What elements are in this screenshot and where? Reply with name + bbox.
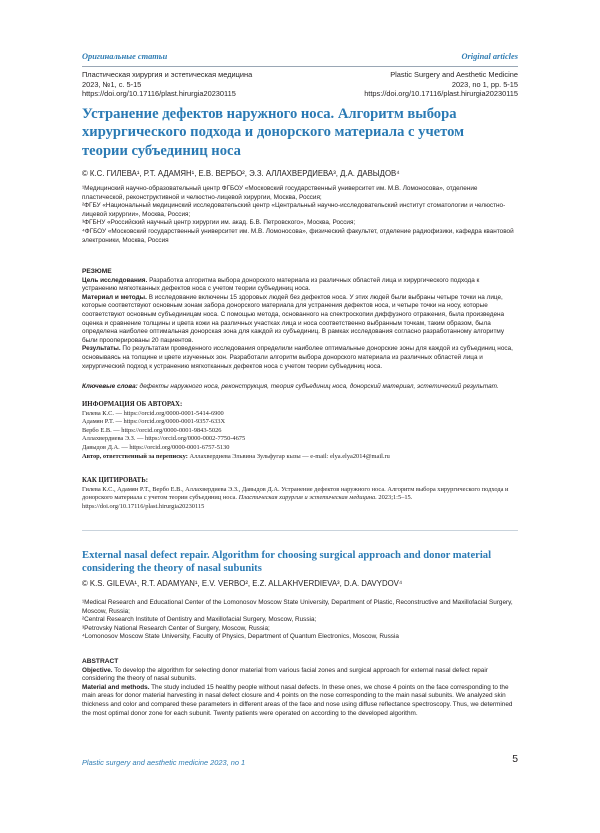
author-info (82, 401, 516, 461)
journal-issue-en: 2023, no 1, pp. 5-15 (451, 79, 518, 89)
results-text: По результатам проведенного исследования определили наиболее оптимальные донорские зоны для каждой из субъединиц носа, основываясь на толщине и цвете изученных зон. Разработали алгоритм выбора донорского материала из различных областей лица и хирургический подход к устранению мягкотканных дефектов носа с учетом теории субъединиц носа. (82, 345, 513, 370)
affiliation-item: ³Petrovsky National Research Center of Surgery, Moscow, Russia; (82, 624, 270, 632)
corresponding-label: Автор, ответственный за переписку: (82, 452, 188, 460)
affiliation-item: ⁴ФГБОУ «Московский государственный университет им. М.В. Ломоносова», физический факультет, отделение радиофизики, кафедра квантовой электроники, Москва, Россия (82, 227, 514, 244)
citation (82, 477, 516, 511)
citation-tail[interactable]: 2023;1:5–15. https://doi.org/10.17116/plast.hirurgia20230115 (82, 494, 413, 510)
affiliation-item: ⁴Lomonosov Moscow State University, Faculty of Physics, Department of Quantum Electronics, Moscow, Russia (82, 633, 399, 641)
methods-label: Material and methods. (82, 683, 150, 691)
abstract-results-ru (82, 345, 516, 371)
abstract-ru (82, 268, 516, 371)
author-orcid[interactable]: Аллахвердиева Э.З. — https://orcid.org/0000-0002-7750-4675 (82, 435, 246, 443)
corresponding-author (82, 453, 516, 462)
journal-meta-en (364, 70, 518, 99)
author-orcid[interactable]: Адамян Р.Т. — https://orcid.org/0000-0001-9357-633X (82, 418, 226, 426)
author-orcid[interactable]: Гилева К.С. — https://orcid.org/0000-0001-5414-6900 (82, 409, 224, 417)
abstract-heading-ru: РЕЗЮМЕ (82, 268, 112, 275)
author-orcid[interactable]: Давыдов Д.А. — https://orcid.org/0000-0001-6757-5130 (82, 443, 230, 451)
footer-journal: Plastic surgery and aesthetic medicine 2023, no 1 (82, 758, 246, 767)
affiliation-item: ¹Медицинский научно-образовательный центр ФГБОУ «Московский государственный университет им. М.В. Ломоносова», отделение пластической, реконструктивной и челюстно-лицевой хирургии, Москва, Россия; (82, 185, 478, 201)
abstract-objective-en (82, 667, 516, 684)
journal-doi-en[interactable]: https://doi.org/10.17116/plast.hirurgia20230115 (364, 89, 518, 99)
affiliation-item: ²Central Research Institute of Dentistry and Maxillofacial Surgery, Moscow, Russia; (82, 616, 317, 624)
affiliations-en (82, 599, 514, 642)
objective-label: Objective. (82, 666, 113, 674)
objective-label: Цель исследования. (82, 276, 148, 284)
abstract-methods-ru (82, 294, 516, 346)
running-header (82, 52, 518, 67)
corresponding-text[interactable]: Аллахвердиева Эльвина Зульфугар кызы — e-mail: elya.elya2014@mail.ru (187, 452, 390, 460)
methods-text: В исследование включены 15 здоровых людей без дефектов носа. У этих людей были выбраны четыре точки на лице, которые соответствуют основным зонам забора донорского материала для устранения дефектов носа, и четыре точки на носу, которые соответствуют основным субъединицам носа. С помощью метода, основанного на спектроскопии диффузного отражения, была произведена оценка и сравнение толщины и цвета кожи на различных участках лица и носа соответственно выбранным точкам, таким образом, была определена наиболее оптимальная донорская зона для каждой из субъединиц. В рамках исследования согласно разработанному алгоритму были прооперированы 20 пациентов. (82, 293, 505, 344)
citation-text (82, 486, 516, 512)
journal-meta-ru (82, 70, 252, 99)
article-title-ru: Устранение дефектов наружного носа. Алгоритм выбора хирургического подхода и донорского материала с учетом теории субъединиц носа (82, 106, 465, 159)
results-label: Результаты. (82, 345, 121, 353)
keywords-label: Ключевые слова: (82, 383, 138, 390)
journal-name-en: Plastic Surgery and Aesthetic Medicine (390, 70, 518, 79)
abstract-en (82, 658, 516, 718)
section-label-ru: Оригинальные статьи (82, 52, 168, 61)
affiliation-item: ¹Medical Research and Educational Center of the Lomonosov Moscow State University, Department of Plastic, Reconstructive and Maxillofacial Surgery, Moscow, Russia; (82, 599, 513, 615)
affiliations-ru (82, 185, 514, 245)
citation-journal: Пластическая хирургия и эстетическая медицина. (238, 494, 377, 502)
abstract-objective-ru (82, 277, 516, 294)
authors-en: © K.S. GILEVA¹, R.T. ADAMYAN¹, E.V. VERBO², E.Z. ALLAKHVERDIEVA³, D.A. DAVYDOV⁴ (82, 579, 403, 588)
abstract-methods-en (82, 684, 516, 718)
section-divider (82, 530, 518, 531)
methods-label: Материал и методы. (82, 293, 147, 301)
keywords-ru (82, 383, 516, 392)
journal-name-ru: Пластическая хирургия и эстетическая медицина (82, 70, 253, 79)
journal-issue-ru: 2023, №1, с. 5-15 (82, 79, 142, 89)
page-number: 5 (512, 754, 518, 765)
author-info-heading: ИНФОРМАЦИЯ ОБ АВТОРАХ: (82, 401, 183, 408)
authors-ru: © К.С. ГИЛЕВА¹, Р.Т. АДАМЯН¹, Е.В. ВЕРБО², Э.З. АЛЛАХВЕРДИЕВА³, Д.А. ДАВЫДОВ⁴ (82, 169, 400, 178)
journal-doi-ru[interactable]: https://doi.org/10.17116/plast.hirurgia20230115 (82, 89, 236, 99)
affiliation-item: ³ФГБНУ «Российский научный центр хирургии им. акад. Б.В. Петровского», Москва, Россия; (82, 219, 356, 227)
article-title-en: External nasal defect repair. Algorithm for choosing surgical approach and donor material considering the theory of nasal subunits (82, 550, 492, 574)
affiliation-item: ²ФГБУ «Национальный медицинский исследовательский центр «Центральный научно-исследовательский институт стоматологии и челюстно-лицевой хирургии», Москва, Россия; (82, 202, 506, 218)
section-label-en: Original articles (461, 52, 518, 61)
author-orcid[interactable]: Вербо Е.В. — https://orcid.org/0000-0001-9843-5026 (82, 426, 222, 434)
objective-text: Разработка алгоритма выбора донорского материала из различных областей лица и хирургического подхода к устранению мягкотканных дефектов носа с учетом теории субъединиц носа. (82, 276, 480, 293)
citation-heading: КАК ЦИТИРОВАТЬ: (82, 477, 148, 484)
methods-text: The study included 15 healthy people without nasal defects. In these ones, we chose 4 points on the face corresponding to the main areas for donor material harvesting in nasal defect closure and 4 points on the nose corresponding to the main nasal subunits. We analyzed skin thickness and color and compared these parameters in different areas of the face and nose using diffuse reflectance spectroscopy. Thus, we determined the most optimal donor zone for each subunit. Twenty patients were operated on according to the developed algorithm. (82, 683, 513, 717)
abstract-heading-en: ABSTRACT (82, 658, 119, 665)
objective-text: To develop the algorithm for selecting donor material from various facial zones and surgical approach for external nasal defect repair considering the theory of nasal subunits. (82, 666, 488, 683)
keywords-text: дефекты наружного носа, реконструкция, теория субъединиц носа, донорский материал, эстетический результат. (137, 383, 499, 390)
citation-body: Гилева К.С., Адамян Р.Т., Вербо Е.В., Аллахвердиева Э.З., Давыдов Д.А. Устранение дефектов наружного носа. Алгоритм выбора хирургического подхода и донорского материала с учетом теории субъединиц носа. (82, 485, 509, 502)
